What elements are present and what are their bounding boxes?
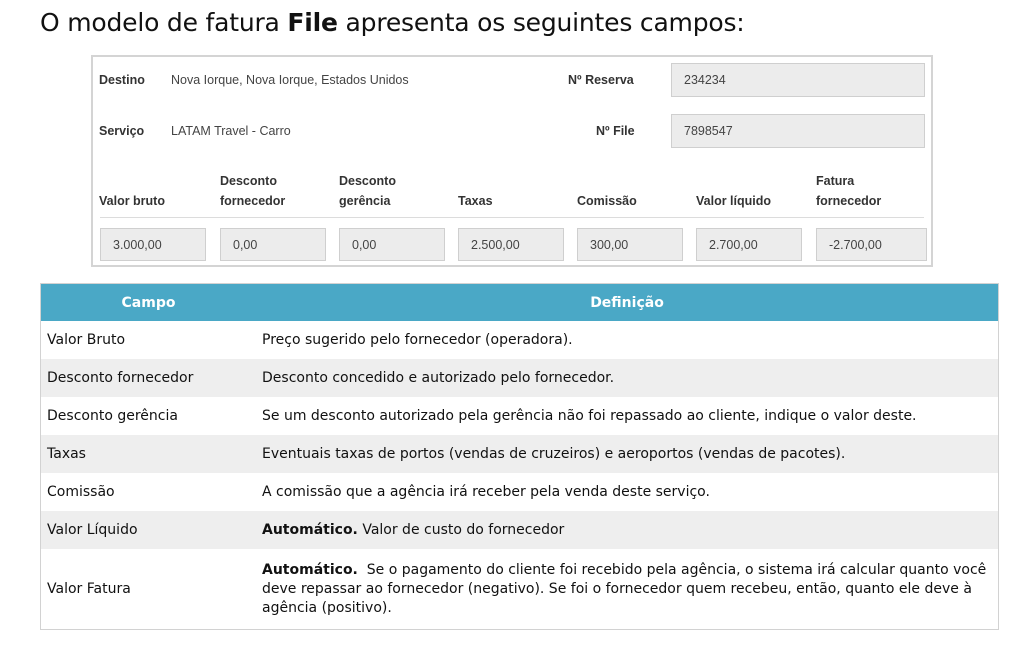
header-definicao: Definição [256,284,999,322]
col-label-desconto-gerencia: gerência [339,194,391,208]
destino-value: Nova Iorque, Nova Iorque, Estados Unidos [171,73,409,87]
table-row [41,435,999,473]
header-campo: Campo [41,284,257,322]
col-label-valor-bruto: Valor bruto [99,194,165,208]
col-label-fornecedor: fornecedor [816,194,882,208]
campo-cell: Desconto fornecedor [41,359,257,397]
page-heading [40,8,745,37]
table-row [41,511,999,549]
col-label-valor-liquido: Valor líquido [696,194,772,208]
col-label-desconto-fornecedor: fornecedor [220,194,286,208]
definicao-cell [256,473,999,511]
definicao-cell [256,511,999,549]
heading-suffix: apresenta os seguintes campos: [337,8,745,37]
definicao-text: Eventuais taxas de portos (vendas de cruzeiros) e aeroportos (vendas de pacotes). [262,445,846,462]
definicao-cell [256,359,999,397]
col-label-fatura: Fatura [816,174,855,188]
reserva-label: Nº Reserva [568,73,634,87]
campo-cell: Desconto gerência [41,397,257,435]
definicao-cell [256,397,999,435]
definicao-bold: Automático. [262,561,358,578]
table-row [41,321,999,359]
heading-prefix: O modelo de fatura [40,8,288,37]
table-row [41,473,999,511]
servico-value: LATAM Travel - Carro [171,124,291,138]
definicao-text: A comissão que a agência irá receber pela venda deste serviço. [262,483,710,500]
definitions-table [40,283,999,630]
definicao-cell [256,435,999,473]
valor-liquido-field[interactable]: 2.700,00 [696,228,802,261]
table-row [41,397,999,435]
desconto-gerencia-field[interactable]: 0,00 [339,228,445,261]
definicao-text: Preço sugerido pelo fornecedor (operadora). [262,331,573,348]
form-divider [100,217,924,218]
valor-bruto-field[interactable]: 3.000,00 [100,228,206,261]
invoice-form-panel [91,55,933,267]
servico-label: Serviço [99,124,145,138]
definicao-text: Se o pagamento do cliente foi recebido pela agência, o sistema irá calcular quanto você deve repassar ao fornecedor (negativo). Se foi o fornecedor quem recebeu, então, quanto ele deve à agência (positivo). [262,561,991,616]
table-row [41,359,999,397]
table-row [41,549,999,630]
definicao-text: Se um desconto autorizado pela gerência não foi repassado ao cliente, indique o valor deste. [262,407,917,424]
campo-cell: Valor Líquido [41,511,257,549]
definicao-text: Desconto concedido e autorizado pelo fornecedor. [262,369,615,386]
file-field[interactable]: 7898547 [671,114,925,148]
comissao-field[interactable]: 300,00 [577,228,683,261]
fatura-fornecedor-field[interactable]: -2.700,00 [816,228,927,261]
file-label: Nº File [596,124,635,138]
reserva-field[interactable]: 234234 [671,63,925,97]
campo-cell: Comissão [41,473,257,511]
definicao-cell [256,549,999,630]
col-label-taxas: Taxas [458,194,493,208]
campo-cell: Valor Fatura [41,549,257,630]
table-header-row [41,284,999,322]
definicao-bold: Automático. [262,521,358,538]
heading-bold: File [287,8,338,37]
col-label-comissao: Comissão [577,194,637,208]
col-label-top: Desconto [220,174,277,188]
campo-cell: Valor Bruto [41,321,257,359]
campo-cell: Taxas [41,435,257,473]
definicao-cell [256,321,999,359]
destino-label: Destino [99,73,145,87]
definicao-text: Valor de custo do fornecedor [357,521,565,538]
col-label-top: Desconto [339,174,396,188]
taxas-field[interactable]: 2.500,00 [458,228,564,261]
desconto-fornecedor-field[interactable]: 0,00 [220,228,326,261]
